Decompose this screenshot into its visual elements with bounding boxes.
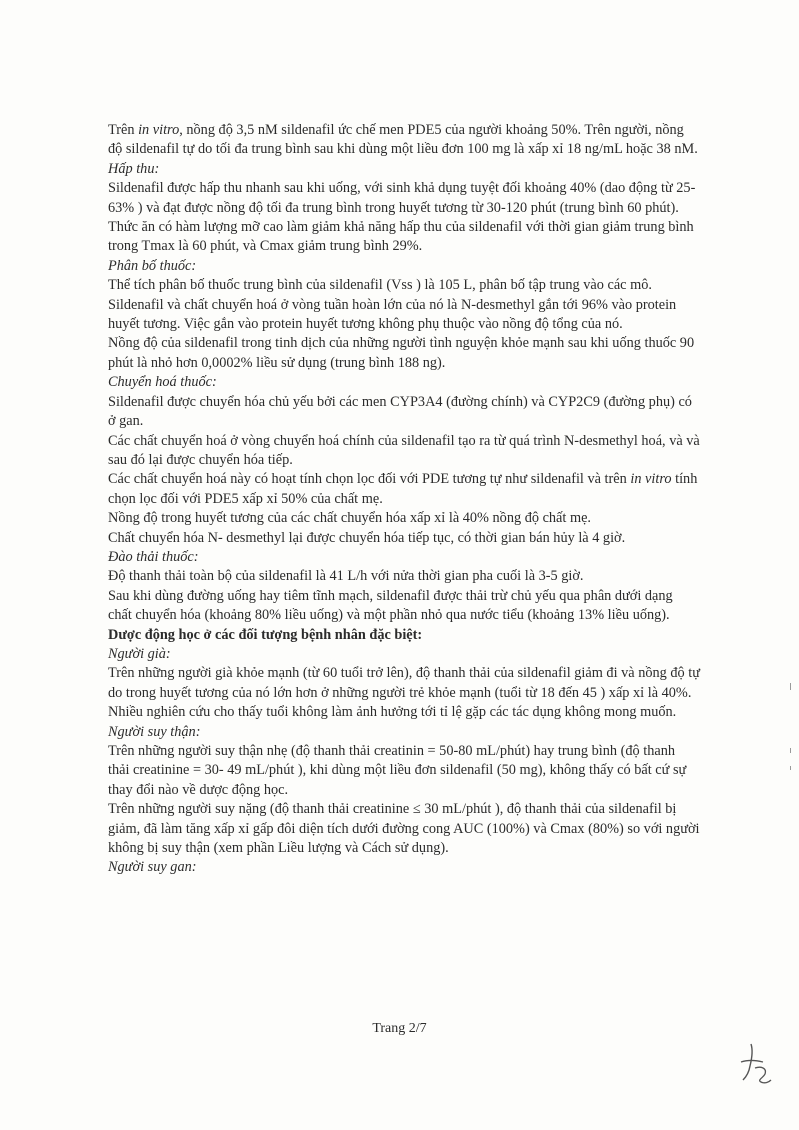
body-paragraph — [108, 393, 700, 432]
paragraph-text: Sildenafil được chuyển hóa chủ yếu bởi các men CYP3A4 (đường chính) và CYP2C9 (đường phụ) có ở gan. — [108, 393, 692, 430]
body-paragraph — [108, 742, 700, 800]
body-paragraph — [108, 509, 700, 528]
body-paragraph — [108, 587, 700, 626]
scan-mark — [790, 748, 791, 753]
section-heading: Phân bố thuốc: — [108, 257, 197, 274]
paragraph-text: Độ thanh thải toàn bộ của sildenafil là 41 L/h với nửa thời gian pha cuối là 3-5 giờ. — [108, 568, 584, 585]
paragraph-text: tính chọn lọc đối với PDE5 xấp xỉ 50% của chất mẹ. — [108, 471, 698, 507]
paragraph-text: Trên những người suy thận nhẹ (độ thanh thải creatinin = 50-80 mL/phút) hay trung bình (độ thanh thải creatinine = 30- 49 mL/phút ), khi dùng một liều đơn sildenafil (50 mg), không thấy có bất cứ sự thay đổi nào về dược động học. — [108, 743, 687, 798]
paragraph-text: Trên — [108, 122, 139, 138]
body-paragraph — [108, 276, 700, 295]
body-paragraph — [108, 179, 700, 218]
paragraph-text: Chất chuyển hóa N- desmethyl lại được chuyển hóa tiếp tục, có thời gian bán hủy là 4 giờ. — [108, 529, 626, 546]
italic-term: in vitro — [630, 471, 672, 488]
body-paragraph — [108, 470, 700, 509]
section-heading: Đào thải thuốc: — [108, 548, 199, 565]
body-paragraph — [108, 296, 700, 335]
body-paragraph — [108, 121, 700, 160]
section-heading: Người suy thận: — [108, 723, 201, 740]
paragraph-text: Thể tích phân bố thuốc trung bình của sildenafil (Vss ) là 105 L, phân bố tập trung vào các mô. — [108, 277, 652, 294]
body-paragraph — [108, 334, 700, 373]
body-paragraph — [108, 529, 700, 548]
paragraph-text: Nồng độ của sildenafil trong tinh dịch của những người tình nguyện khỏe mạnh sau khi uống thuốc 90 phút là nhỏ hơn 0,0002% liều sử dụng (trung bình 188 ng). — [108, 335, 695, 371]
paragraph-text: Sildenafil được hấp thu nhanh sau khi uống, với sinh khả dụng tuyệt đối khoảng 40% (dao động từ 25-63% ) và đạt được nồng độ tối đa trung bình trong huyết tương từ 30-120 phút (trung bình 60 phút). — [108, 180, 696, 216]
section-heading: Hấp thu: — [108, 160, 160, 177]
handwritten-initials — [735, 1040, 775, 1086]
document-body — [108, 121, 700, 878]
paragraph-text: Trên những người suy nặng (độ thanh thải creatinine ≤ 30 mL/phút ), độ thanh thải của sildenafil bị giảm, đã làm tăng xấp xỉ gấp đôi diện tích dưới đường cong AUC (100%) và Cmax (80%) so với người không bị suy thận (xem phần Liều lượng và Cách sử dụng). — [108, 801, 700, 857]
paragraph-text: Thức ăn có hàm lượng mỡ cao làm giảm khả năng hấp thu của sildenafil với thời gian giảm trung bình trong Tmax là 60 phút, và Cmax giảm trung bình 29%. — [108, 219, 694, 255]
paragraph-text: Sau khi dùng đường uống hay tiêm tĩnh mạch, sildenafil được thải trừ chủ yếu qua phân dưới dạng chất chuyển hóa (khoảng 80% liều uống) và một phần nhỏ qua nước tiểu (khoảng 13% liều uống). — [108, 587, 673, 624]
paragraph-text: Các chất chuyển hoá này có hoạt tính chọn lọc đối với PDE tương tự như sildenafil và trên — [108, 471, 631, 488]
section-heading: Chuyển hoá thuốc: — [108, 374, 217, 391]
italic-term: in vitro — [138, 122, 180, 138]
section-heading: Người già: — [108, 645, 171, 662]
body-paragraph — [108, 567, 700, 586]
paragraph-text: Sildenafil và chất chuyển hoá ở vòng tuần hoàn lớn của nó là N-desmethyl gắn tới 96% vào protein huyết tương. Việc gắn vào protein huyết tương không phụ thuộc vào nồng độ tổng của nó. — [108, 296, 677, 333]
body-paragraph — [108, 800, 700, 858]
paragraph-text: Các chất chuyển hoá ở vòng chuyển hoá chính của sildenafil tạo ra từ quá trình N-desmethyl hoá, và và sau đó lại được chuyển hóa tiếp. — [108, 432, 700, 468]
paragraph-text: , nồng độ 3,5 nM sildenafil ức chế men PDE5 của người khoảng 50%. Trên người, nồng độ sildenafil tự do tối đa trung bình sau khi dùng một liều đơn 100 mg là xấp xỉ 18 ng/mL hoặc 38 nM. — [108, 122, 698, 158]
section-heading: Dược động học ở các đối tượng bệnh nhân đặc biệt: — [108, 626, 423, 643]
paragraph-text: Nồng độ trong huyết tương của các chất chuyển hóa xấp xỉ là 40% nồng độ chất mẹ. — [108, 510, 591, 527]
paragraph-text: Trên những người già khỏe mạnh (từ 60 tuổi trở lên), độ thanh thải của sildenafil giảm đi và nồng độ tự do trong huyết tương của nó lớn hơn ở những người trẻ khỏe mạnh (tuổi từ 18 đến 45 ) xấp xỉ là 40%. Nhiều nghiên cứu cho thấy tuổi không làm ảnh hưởng tới tỉ lệ gặp các tác dụng không mong muốn. — [108, 665, 700, 721]
body-paragraph — [108, 664, 700, 722]
section-heading: Người suy gan: — [108, 859, 197, 876]
body-paragraph — [108, 432, 700, 471]
scan-mark — [790, 766, 791, 770]
body-paragraph — [108, 218, 700, 257]
scan-mark — [790, 683, 791, 690]
page-number: Trang 2/7 — [372, 1021, 427, 1036]
